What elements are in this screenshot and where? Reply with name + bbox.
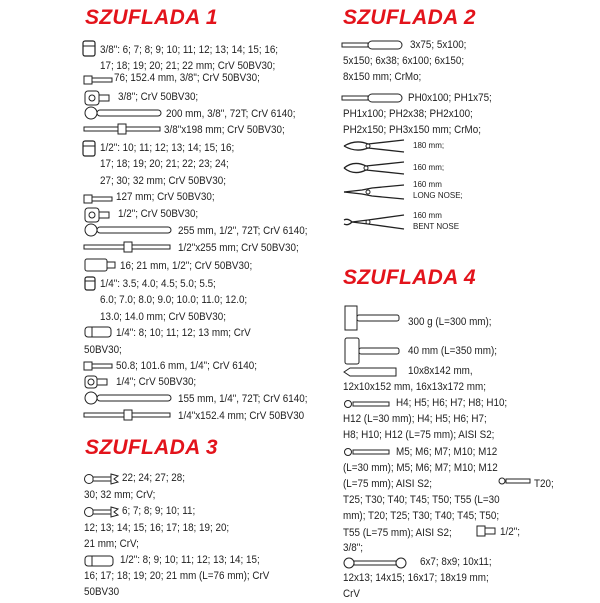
drawer-4-item-4-cont: H12 (L=30 mm); H4; H5; H6; H7; H8; H10; H12 (L=75 mm); AISI S2; — [343, 413, 495, 442]
drawer-2-item-2: PH0x100; PH1x75; — [408, 92, 492, 104]
spline-bit-icon — [343, 447, 395, 457]
ratchet-icon — [84, 391, 174, 405]
drawer-2-item-2-cont: PH1x100; PH2x38; PH2x100; PH2x150; PH3x150 mm; CrMo; — [343, 108, 481, 137]
drawer-1-item-15: 1/4"; CrV 50BV30; — [116, 376, 197, 388]
diagonal-cutters-icon — [342, 158, 408, 178]
adapter-icon — [84, 374, 116, 390]
drawer-3-item-2-cont: 12; 13; 14; 15; 16; 17; 18; 19; 20; 21 mm; CrV; — [84, 522, 230, 551]
drawer-3-title: SZUFLADA 3 — [85, 436, 218, 459]
drawer-4-title: SZUFLADA 4 — [343, 266, 476, 289]
extension-bar-icon — [84, 360, 114, 372]
drawer-4-item-8-cont: 12x13; 14x15; 16x17; 18x19 mm; CrV — [343, 572, 489, 601]
pliers-icon — [342, 136, 408, 156]
drawer-1-item-5: 3/8"x198 mm; CrV 50BV30; — [164, 124, 285, 136]
drawer-1-item-8: 1/2"; CrV 50BV30; — [118, 208, 199, 220]
drawer-1-item-4: 200 mm, 3/8", 72T; CrV 6140; — [166, 108, 296, 120]
drawer-1-title: SZUFLADA 1 — [85, 6, 218, 29]
drawer-4-item-5-cont: (L=30 mm); M5; M6; M7; M10; M12 (L=75 mm); AISI S2; — [343, 462, 498, 491]
drawer-2-item-6: 160 mm BENT NOSE — [413, 210, 460, 231]
t-bar-icon — [84, 240, 174, 256]
t-bar-icon — [84, 122, 164, 138]
drawer-1-item-12: 1/4": 3.5; 4.0; 4.5; 5.0; 5.5; 6.0; 7.0; 8.0; 9.0; 10.0; 11.0; 12.0; 13.0; 14.0 mm; CrV 50BV30; — [100, 278, 248, 323]
drawer-1-item-10: 1/2"x255 mm; CrV 50BV30; — [178, 242, 299, 254]
drawer-3-item-1: 22; 24; 27; 28; — [122, 472, 186, 484]
drawer-1-item-13-cont: 50BV30; — [84, 344, 122, 356]
drawer-3-item-1-cont: 30; 32 mm; CrV; — [84, 489, 156, 501]
drawer-1-item-16: 155 mm, 1/4", 72T; CrV 6140; — [178, 393, 308, 405]
drawer-4-item-4: H4; H5; H6; H7; H8; H10; — [396, 397, 508, 409]
deep-socket-icon — [84, 325, 114, 339]
drawer-4-item-8: 6x7; 8x9; 10x11; — [420, 556, 492, 568]
combination-wrench-icon — [84, 472, 120, 486]
drawer-2-title: SZUFLADA 2 — [343, 6, 476, 29]
drawer-1-item-17: 1/4"x152.4 mm; CrV 50BV30 — [178, 410, 305, 422]
drawer-3-item-3: 1/2": 8; 9; 10; 11; 12; 13; 14; 15; — [120, 554, 260, 566]
drawer-4-item-6: T20; — [534, 478, 554, 490]
drawer-1-item-7: 127 mm; CrV 50BV30; — [116, 191, 215, 203]
long-nose-pliers-icon — [342, 182, 408, 202]
combination-wrench-icon — [84, 505, 120, 519]
drawer-1-item-3: 3/8"; CrV 50BV30; — [118, 91, 199, 103]
rubber-mallet-icon — [344, 336, 402, 366]
drawer-4-item-7: 1/2"; — [500, 526, 520, 538]
drawer-2-item-3: 180 mm; — [413, 140, 445, 150]
drawer-3-item-3-cont: 16; 17; 18; 19; 20; 21 mm (L=76 mm); CrV 50BV30 — [84, 570, 270, 599]
phillips-screwdriver-icon — [342, 93, 406, 103]
ratchet-icon — [84, 223, 174, 237]
drawer-2-item-1: 3x75; 5x100; — [410, 39, 467, 51]
hex-bit-icon — [343, 399, 395, 409]
deep-socket-icon — [84, 554, 116, 568]
ratchet-ring-wrench-icon — [344, 557, 408, 569]
drawer-3-item-2: 6; 7; 8; 9; 10; 11; — [122, 505, 196, 517]
drawer-4-item-7-cont: 3/8"; — [343, 542, 363, 554]
drawer-2-item-1-cont: 5x150; 6x38; 6x100; 6x150; 8x150 mm; CrMo; — [343, 55, 465, 84]
drawer-4-item-5: M5; M6; M7; M10; M12 — [396, 446, 498, 458]
drawer-1-item-11: 16; 21 mm, 1/2"; CrV 50BV30; — [120, 260, 253, 272]
spark-plug-socket-icon — [84, 257, 118, 273]
drawer-4-item-6-cont: T25; T30; T40; T45; T50; T55 (L=30 mm); T20; T25; T30; T40; T45; T50; T55 (L=75 mm); AISI S2; — [343, 494, 500, 539]
drawer-2-item-5: 160 mm LONG NOSE; — [413, 179, 463, 200]
adapter-icon — [84, 206, 116, 224]
bit-adapter-icon — [476, 524, 498, 538]
drawer-4-item-3-cont: 12x10x152 mm, 16x13x172 mm; — [343, 381, 486, 393]
socket-1-4-icon — [84, 276, 98, 292]
extension-bar-icon — [84, 74, 114, 86]
hammer-icon — [344, 300, 402, 336]
drawer-4-item-2: 40 mm (L=350 mm); — [408, 345, 497, 357]
drawer-1-item-6: 1/2": 10; 11; 12; 13; 14; 15; 16; 17; 18; 19; 20; 21; 22; 23; 24; 27; 30; 32 mm; CrV 50BV30; — [100, 142, 235, 187]
flat-screwdriver-icon — [342, 40, 406, 50]
socket-3-8-icon — [82, 40, 98, 58]
t-bar-icon — [84, 408, 174, 424]
drawer-4-item-3: 10x8x142 mm, — [408, 365, 473, 377]
ratchet-icon — [84, 106, 164, 120]
torx-bit-icon — [498, 476, 532, 486]
adapter-icon — [84, 89, 116, 107]
drawer-1-item-1: 3/8": 6; 7; 8; 9; 10; 11; 12; 13; 14; 15; 16; 17; 18; 19; 20; 21; 22 mm; CrV 50BV30; — [100, 44, 279, 73]
extension-bar-icon — [84, 193, 114, 205]
drawer-1-item-2: 76; 152.4 mm, 3/8"; CrV 50BV30; — [114, 72, 260, 84]
drawer-1-item-9: 255 mm, 1/2", 72T; CrV 6140; — [178, 225, 308, 237]
drawer-2-item-4: 160 mm; — [413, 162, 445, 172]
chisel-icon — [344, 367, 400, 377]
drawer-4-item-1: 300 g (L=300 mm); — [408, 316, 492, 328]
drawer-1-item-14: 50.8; 101.6 mm, 1/4"; CrV 6140; — [116, 360, 257, 372]
bent-nose-pliers-icon — [342, 212, 408, 232]
socket-1-2-icon — [82, 140, 98, 158]
drawer-1-item-13: 1/4": 8; 10; 11; 12; 13 mm; CrV — [116, 327, 251, 339]
